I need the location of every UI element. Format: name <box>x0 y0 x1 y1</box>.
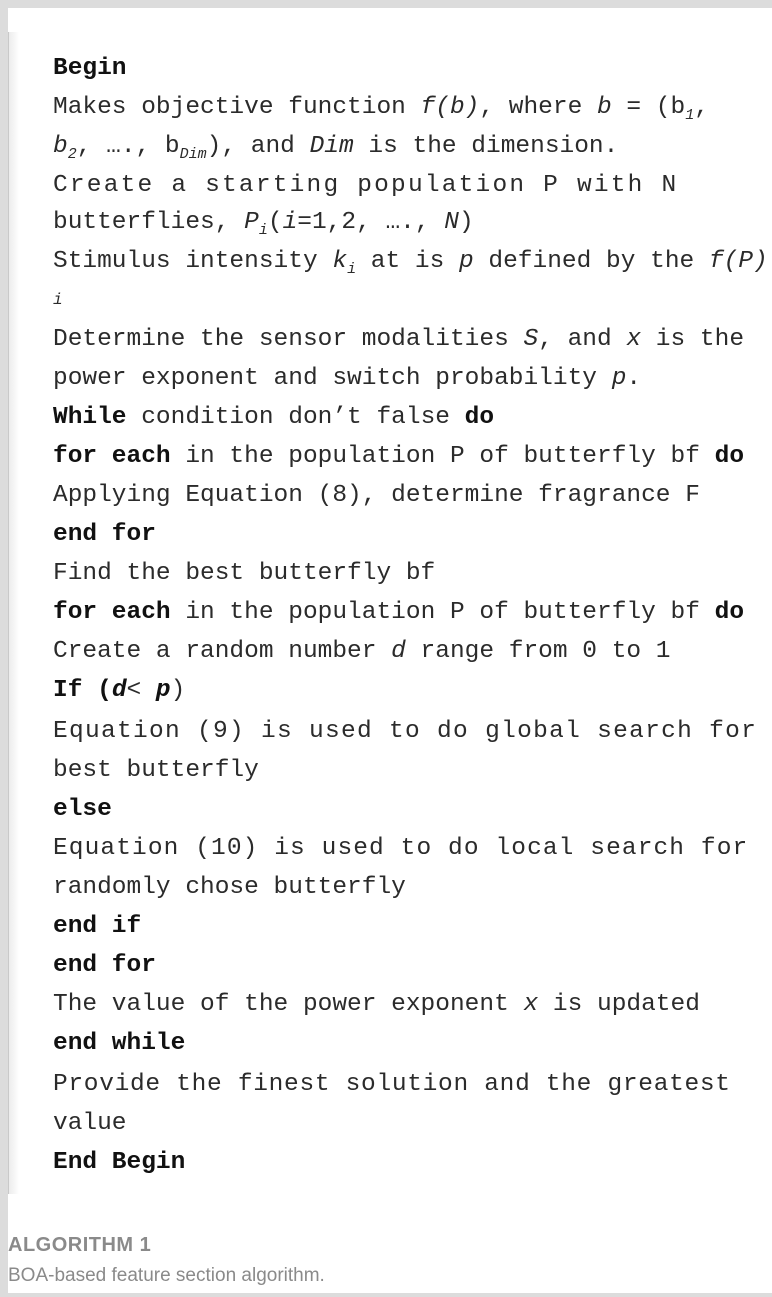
line-end-begin: End Begin <box>53 1149 186 1176</box>
symbol-dim: Dim <box>309 133 354 160</box>
text: condition don’t false <box>126 404 465 431</box>
text: Create a random number <box>53 638 392 665</box>
symbol-fp: (P) <box>723 248 768 275</box>
line-provide-1: Provide the finest solution and the greatest <box>53 1071 731 1098</box>
line-end-for-1: end for <box>53 521 156 548</box>
subscript: i <box>258 222 268 239</box>
text: range from 0 to 1 <box>405 638 671 665</box>
line-update <box>53 988 700 1022</box>
text: butterflies, <box>53 209 245 236</box>
line-eq10-1: Equation (10) is used to do local search for <box>53 835 749 862</box>
line-population-2 <box>53 206 474 240</box>
symbol-f: f <box>420 94 436 121</box>
text: , …., b <box>76 133 180 160</box>
text: in the population P of butterfly bf <box>170 443 715 470</box>
text: ) <box>459 209 474 236</box>
text: ), and <box>206 133 310 160</box>
keyword-do: do <box>714 443 745 470</box>
text: is the <box>641 326 745 353</box>
text: , <box>694 94 709 121</box>
keyword-for-each: for each <box>53 599 171 626</box>
symbol-p: p <box>611 365 627 392</box>
symbol-n: N <box>444 209 459 236</box>
text: in the population P of butterfly bf <box>170 599 715 626</box>
symbol-f: f <box>708 248 724 275</box>
symbol-b: b <box>597 94 612 121</box>
line-eq9-2: best butterfly <box>53 757 259 784</box>
line-foreach-2 <box>53 596 744 630</box>
subscript: 1 <box>685 107 695 124</box>
text: ( <box>267 209 283 236</box>
line-objective-1 <box>53 91 709 125</box>
text: . <box>626 365 642 392</box>
symbol-k: k <box>332 248 348 275</box>
line-objective-2 <box>53 130 618 164</box>
line-random <box>53 635 671 669</box>
subscript: Dim <box>179 146 207 163</box>
text: , and <box>538 326 627 353</box>
line-eq10-2: randomly chose butterfly <box>53 874 406 901</box>
subscript: 2 <box>67 146 77 163</box>
text: < <box>126 677 156 704</box>
keyword-do: do <box>714 599 745 626</box>
symbol-x: x <box>626 326 642 353</box>
line-foreach-1 <box>53 440 744 474</box>
text: defined by the <box>473 248 709 275</box>
caption-text: BOA-based feature section algorithm. <box>8 1265 325 1286</box>
symbol-d: d <box>111 677 127 704</box>
line-sensor-1 <box>53 323 744 357</box>
symbol-p: p <box>459 248 474 275</box>
line-eq9-1: Equation (9) is used to do global search for <box>53 718 758 745</box>
symbol-x: x <box>523 991 539 1018</box>
line-find-best: Find the best butterfly bf <box>53 560 436 587</box>
line-else: else <box>53 796 112 823</box>
caption-title: ALGORITHM 1 <box>8 1234 152 1256</box>
line-population-1: Create a starting population P with N <box>53 172 679 199</box>
symbol-b: b <box>53 133 68 160</box>
text: Makes objective function <box>53 94 421 121</box>
text: Stimulus intensity <box>53 248 333 275</box>
text: power exponent and switch probability <box>53 365 612 392</box>
symbol-b: (b) <box>435 94 480 121</box>
text: =1,2, …., <box>297 209 445 236</box>
text: = (b <box>611 94 686 121</box>
keyword-if: If ( <box>53 677 112 704</box>
text: ) <box>170 677 186 704</box>
keyword-while: While <box>53 404 127 431</box>
symbol-d: d <box>391 638 406 665</box>
text: The value of the power exponent <box>53 991 524 1018</box>
symbol-i: i <box>282 209 298 236</box>
line-sensor-2 <box>53 362 641 396</box>
box-edge-shade <box>9 32 19 1194</box>
line-while <box>53 401 494 435</box>
line-stimulus-subscript: i <box>53 291 63 309</box>
text: is the dimension. <box>353 133 619 160</box>
text: , where <box>479 94 597 121</box>
text: is updated <box>538 991 700 1018</box>
line-apply: Applying Equation (8), determine fragrance F <box>53 482 700 509</box>
begin-line: Begin <box>53 55 127 82</box>
line-end-for-2: end for <box>53 952 156 979</box>
symbol-p: p <box>155 677 171 704</box>
text: at is <box>356 248 459 275</box>
line-provide-2: value <box>53 1110 127 1137</box>
keyword-do: do <box>464 404 495 431</box>
text: Determine the sensor modalities <box>53 326 524 353</box>
keyword-for-each: for each <box>53 443 171 470</box>
line-end-while: end while <box>53 1030 186 1057</box>
symbol-p: P <box>244 209 259 236</box>
line-if <box>53 674 185 708</box>
line-end-if: end if <box>53 913 142 940</box>
subscript: i <box>347 261 357 278</box>
symbol-s: S <box>523 326 539 353</box>
line-stimulus <box>53 245 768 279</box>
